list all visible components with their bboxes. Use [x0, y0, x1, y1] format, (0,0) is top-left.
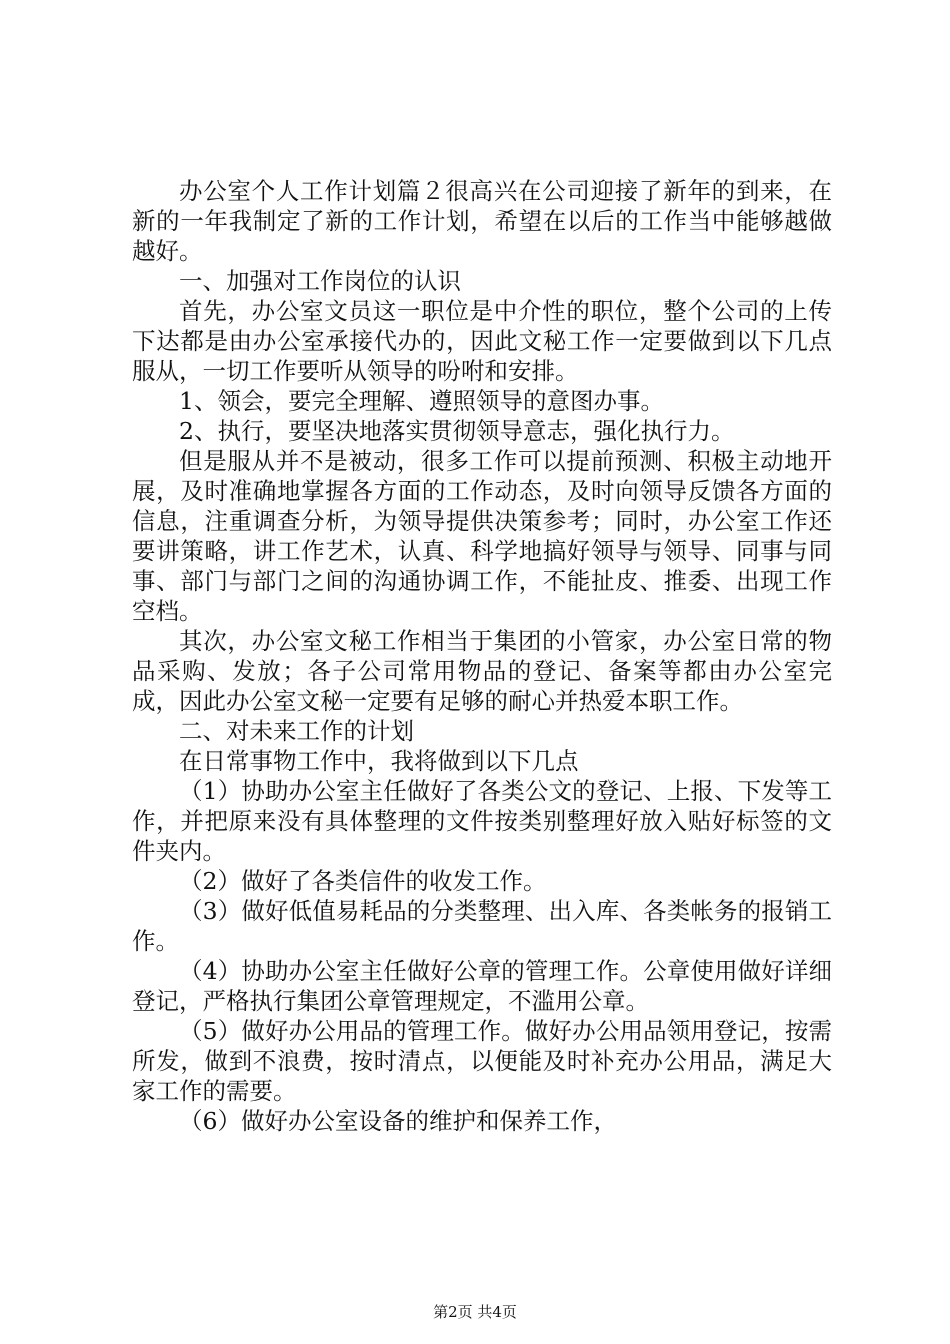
list-item-execute: 2、执行，要坚决地落实贯彻领导意志，强化执行力。	[179, 417, 735, 445]
paragraph-second: 其次，办公室文秘工作相当于集团的小管家，办公室日常的物品采购、发放；各子公司常用物品的登记、备案等都由办公室完成，因此办公室文秘一定要有足够的耐心并热爱本职工作。	[132, 627, 832, 715]
list-item-3: （3）做好低值易耗品的分类整理、出入库、各类帐务的报销工作。	[132, 897, 832, 955]
list-item-6: （6）做好办公室设备的维护和保养工作，	[179, 1107, 617, 1135]
section-heading-1: 一、加强对工作岗位的认识	[179, 267, 461, 295]
paragraph-first: 首先，办公室文员这一职位是中介性的职位，整个公司的上传下达都是由办公室承接代办的，因此文秘工作一定要做到以下几点服从，一切工作要听从领导的吩咐和安排。	[132, 297, 832, 385]
paragraph-intro: 办公室个人工作计划篇２很高兴在公司迎接了新年的到来，在新的一年我制定了新的工作计划，希望在以后的工作当中能够越做越好。	[132, 177, 832, 265]
list-item-2: （2）做好了各类信件的收发工作。	[179, 867, 547, 895]
list-item-understand: 1、领会，要完全理解、遵照领导的意图办事。	[179, 387, 664, 415]
paragraph-obedience: 但是服从并不是被动，很多工作可以提前预测、积极主动地开展，及时准确地掌握各方面的工作动态，及时向领导反馈各方面的信息，注重调查分析，为领导提供决策参考；同时，办公室工作还要讲策略，讲工作艺术，认真、科学地搞好领导与领导、同事与同事、部门与部门之间的沟通协调工作，不能扯皮、推委、出现工作空档。	[132, 447, 832, 625]
list-item-5: （5）做好办公用品的管理工作。做好办公用品领用登记，按需所发，做到不浪费，按时清点，以便能及时补充办公用品，满足大家工作的需要。	[132, 1017, 832, 1105]
list-item-4: （4）协助办公室主任做好公章的管理工作。公章使用做好详细登记，严格执行集团公章管理规定，不滥用公章。	[132, 957, 832, 1015]
list-item-1: （1）协助办公室主任做好了各类公文的登记、上报、下发等工作，并把原来没有具体整理的文件按类别整理好放入贴好标签的文件夹内。	[132, 777, 832, 865]
section-heading-2: 二、对未来工作的计划	[179, 717, 414, 745]
page-footer: 第2页 共4页	[433, 1303, 517, 1321]
document-body	[132, 176, 832, 1136]
paragraph-daily: 在日常事物工作中，我将做到以下几点	[179, 747, 579, 775]
